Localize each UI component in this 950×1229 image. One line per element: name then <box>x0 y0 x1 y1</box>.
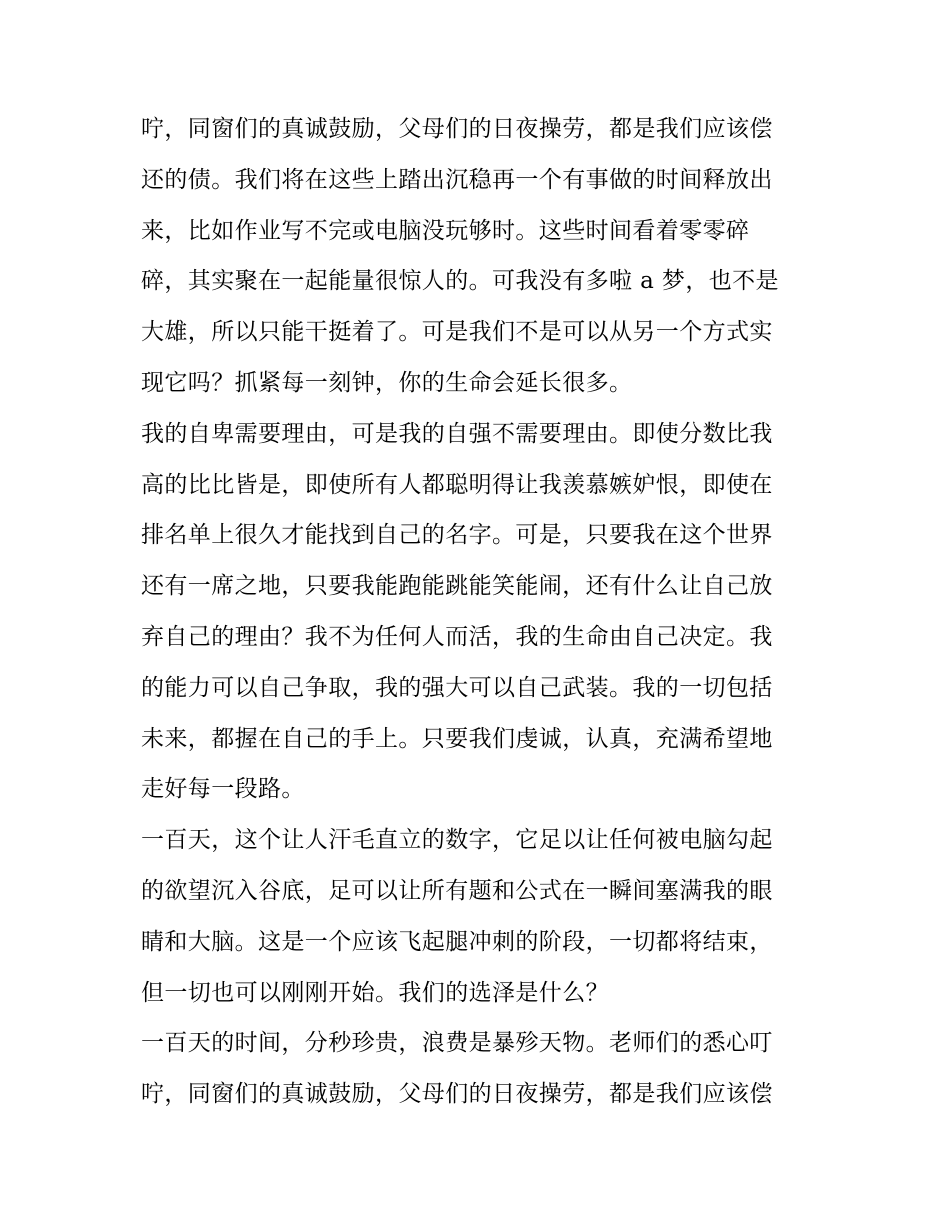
text-line: 但一切也可以刚刚开始。我们的选泽是什么？ <box>141 979 609 1006</box>
text-line: 还的债。我们将在这些上踏出沉稳再一个有事做的时间释放出 <box>141 166 773 193</box>
text-line: 的欲望沉入谷底，足可以让所有题和公式在一瞬间塞满我的眼 <box>141 877 773 904</box>
text-line: 咛，同窗们的真诚鼓励，父母们的日夜操劳，都是我们应该偿 <box>141 1081 773 1108</box>
text-line: 的能力可以自己争取，我的强大可以自己武装。我的一切包括 <box>141 674 773 701</box>
text-line: 大雄，所以只能干挺着了。可是我们不是可以从另一个方式实 <box>141 319 773 346</box>
body-text <box>141 104 813 1120</box>
text-line: 弃自己的理由？我不为任何人而活，我的生命由自己决定。我 <box>141 623 773 650</box>
text-line: 一百天的时间，分秒珍贵，浪费是暴殄天物。老师们的悉心叮 <box>141 1030 773 1057</box>
text-line: 一百天，这个让人汗毛直立的数字，它足以让任何被电脑勾起 <box>141 827 773 854</box>
text-line: 未来，都握在自己的手上。只要我们虔诚，认真，充满希望地 <box>141 725 773 752</box>
text-line: 高的比比皆是，即使所有人都聪明得让我羡慕嫉妒恨，即使在 <box>141 471 773 498</box>
text-line: 还有一席之地，只要我能跑能跳能笑能闹，还有什么让自己放 <box>141 573 773 600</box>
text-line: 排名单上很久才能找到自己的名字。可是，只要我在这个世界 <box>141 522 773 549</box>
text-line: 走好每一段路。 <box>141 776 305 803</box>
text-line: 咛，同窗们的真诚鼓励，父母们的日夜操劳，都是我们应该偿 <box>141 116 773 142</box>
text-line: 我的自卑需要理由，可是我的自强不需要理由。即使分数比我 <box>141 420 773 447</box>
text-line: 碎，其实聚在一起能量很惊人的。可我没有多啦 a 梦，也不是 <box>141 268 779 295</box>
text-line: 睛和大脑。这是一个应该飞起腿冲刺的阶段，一切都将结束， <box>141 928 773 955</box>
text-line: 现它吗？抓紧每一刻钟，你的生命会延长很多。 <box>141 369 633 396</box>
text-line: 来，比如作业写不完或电脑没玩够时。这些时间看着零零碎 <box>141 217 750 244</box>
